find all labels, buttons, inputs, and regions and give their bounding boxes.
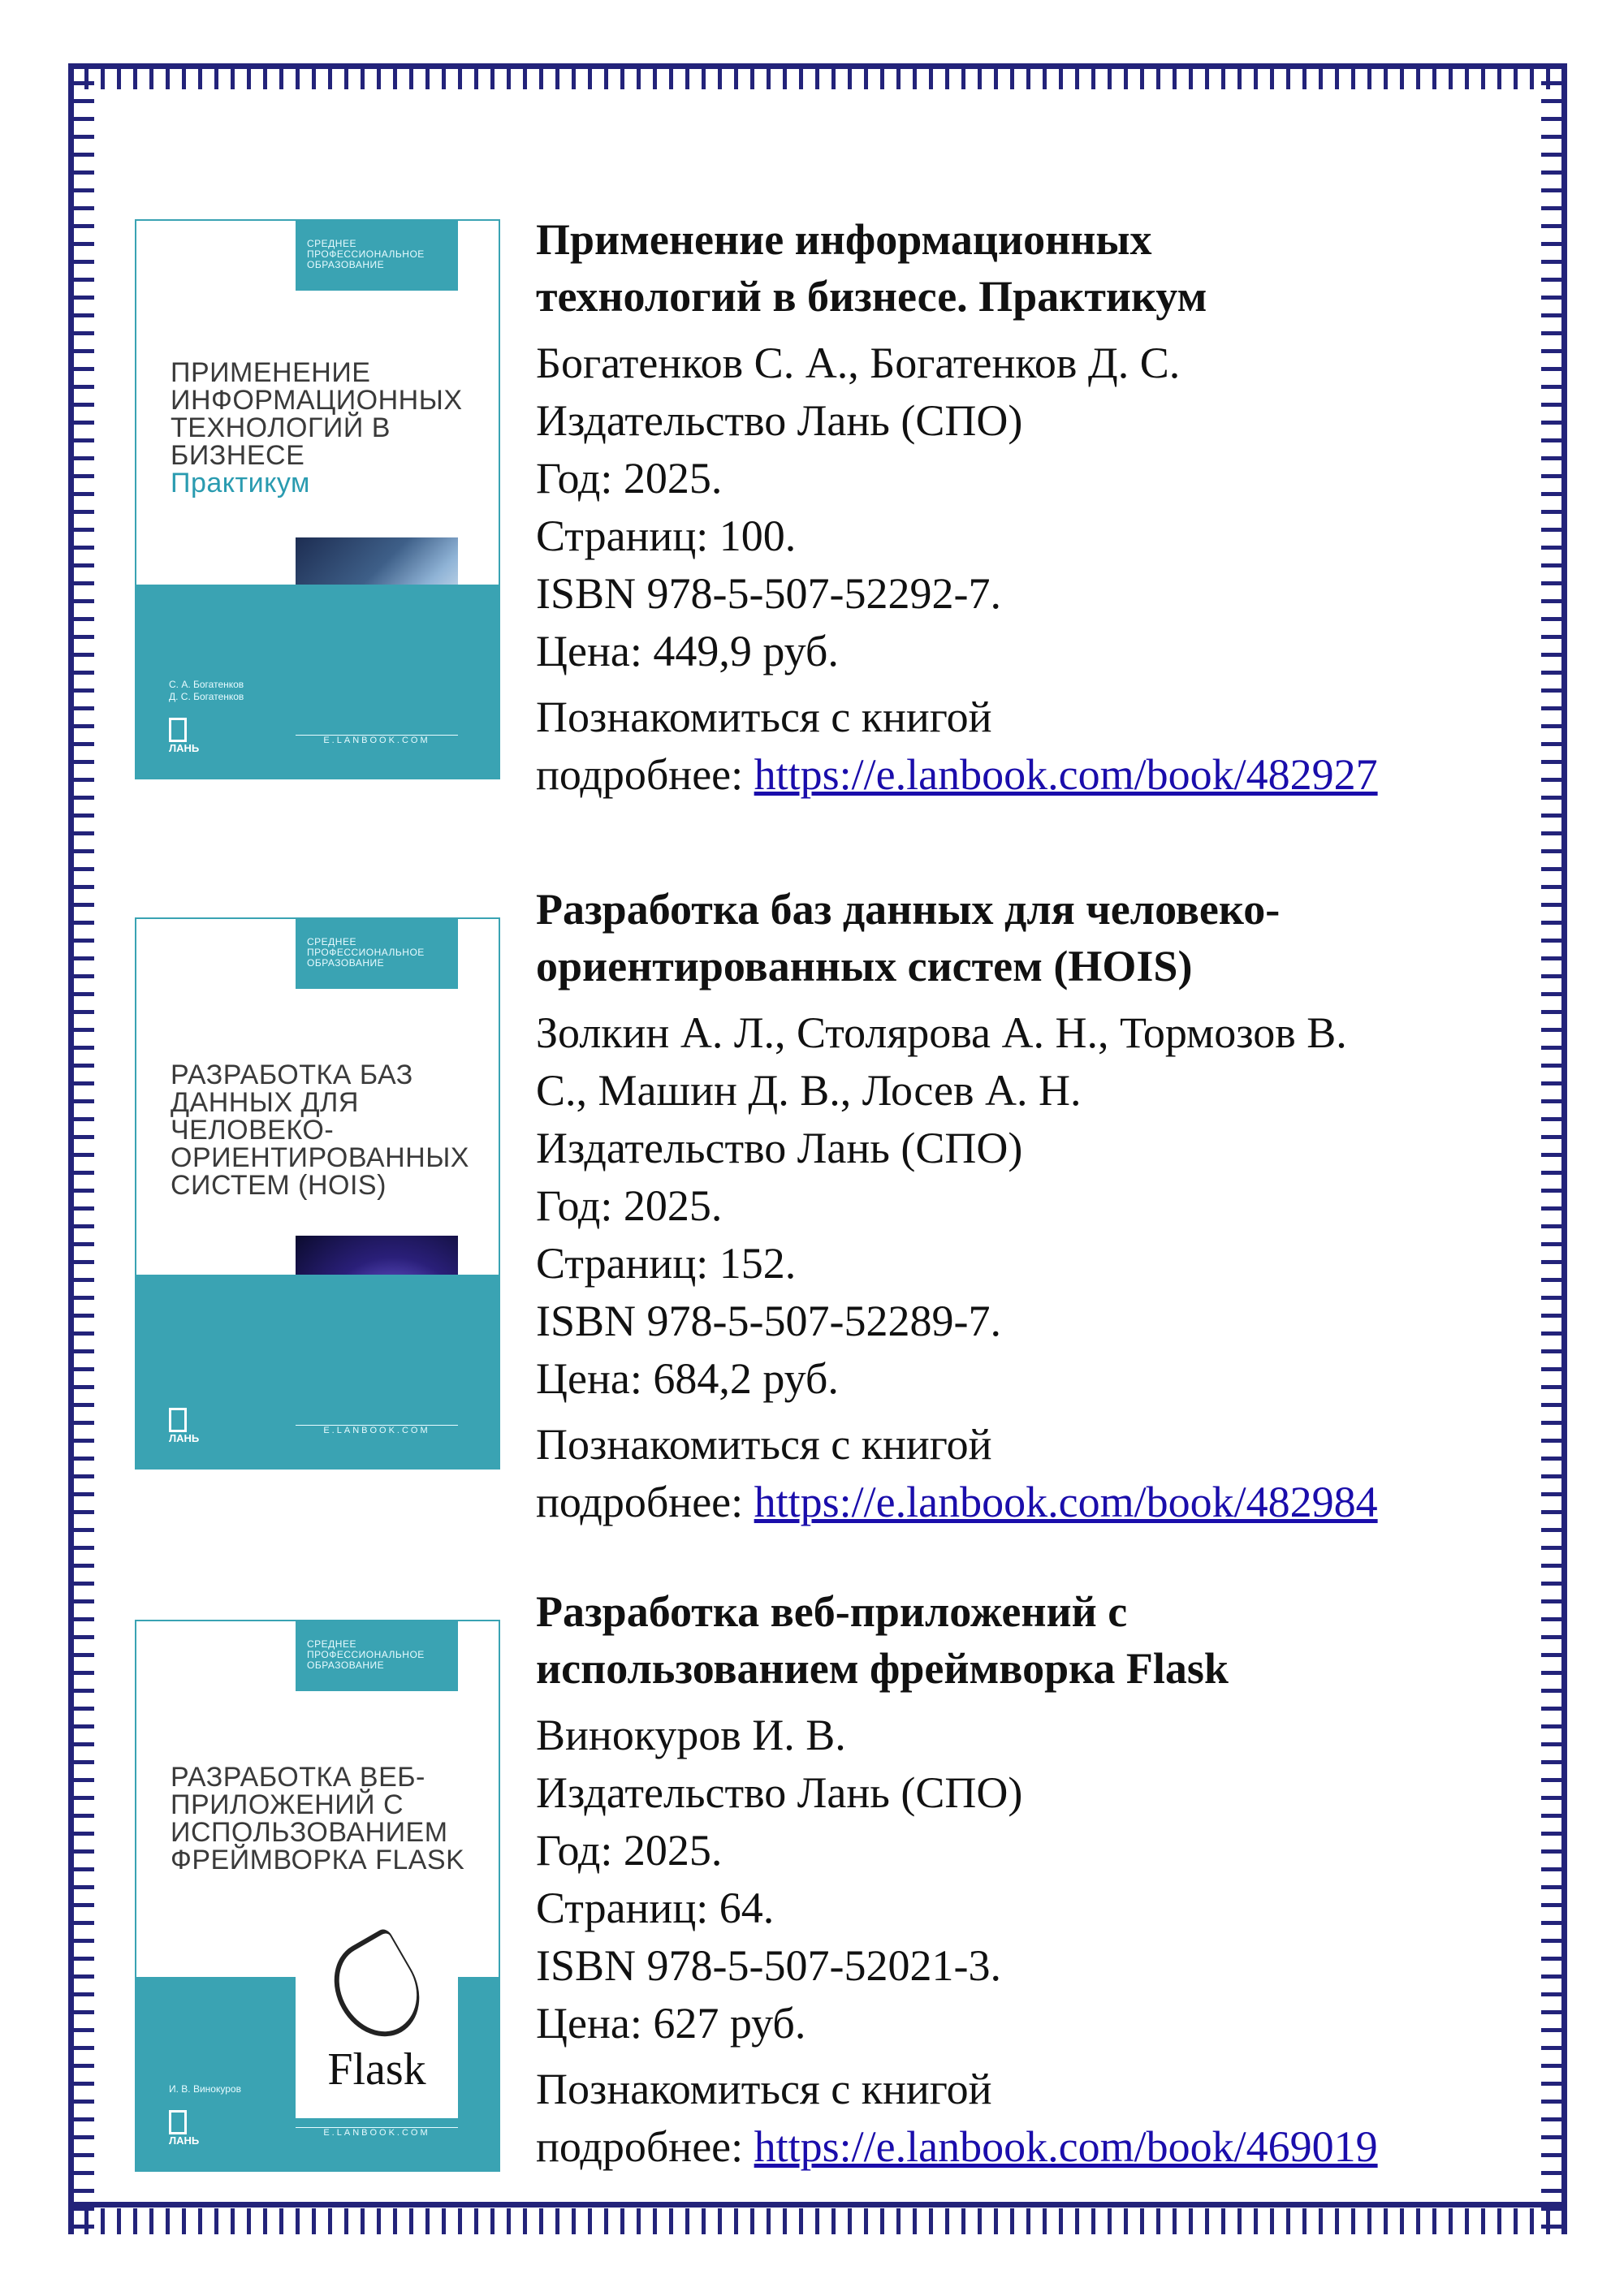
flask-logo-icon: Flask xyxy=(296,1923,458,2118)
cover-series-badge: СРЕДНЕЕ ПРОФЕССИОНАЛЬНОЕ ОБРАЗОВАНИЕ xyxy=(296,221,458,291)
book-authors: Золкин А. Л., Столярова А. Н., Тормозов В. xyxy=(536,1008,1347,1057)
book-year: Год: 2025. xyxy=(536,1826,723,1875)
book-pages: Страниц: 100. xyxy=(536,511,797,560)
publisher-logo-icon: ЛАНЬ xyxy=(169,718,218,747)
book-pages: Страниц: 152. xyxy=(536,1239,797,1288)
publisher-logo-icon: ЛАНЬ xyxy=(169,2110,218,2139)
page-border-bottom xyxy=(68,2202,1567,2234)
book-more: Познакомиться с книгой подробнее: https://e.lanbook.com/book/482927 xyxy=(536,693,1378,799)
book-authors: Богатенков С. А., Богатенков Д. С. xyxy=(536,339,1181,387)
book-year: Год: 2025. xyxy=(536,454,723,503)
page-border-right xyxy=(1535,63,1567,2234)
cover-title: ПРИМЕНЕНИЕ ИНФОРМАЦИОННЫХ ТЕХНОЛОГИЙ В БИЗНЕСЕ Практикум xyxy=(171,357,463,498)
book-link[interactable]: https://e.lanbook.com/book/469019 xyxy=(754,2122,1378,2171)
cover-title: РАЗРАБОТКА БАЗ ДАННЫХ ДЛЯ ЧЕЛОВЕКО-ОРИЕНТИРОВАННЫХ СИСТЕМ (HOIS) xyxy=(171,1060,469,1201)
cover-authors: С. А. Богатенков Д. С. Богатенков xyxy=(169,679,244,702)
cover-title: РАЗРАБОТКА ВЕБ-ПРИЛОЖЕНИЙ С ИСПОЛЬЗОВАНИЕМ ФРЕЙМВОРКА FLASK xyxy=(171,1762,465,1875)
book-year: Год: 2025. xyxy=(536,1181,723,1230)
publisher-logo-icon: ЛАНЬ xyxy=(169,1408,218,1437)
cover-series-badge: СРЕДНЕЕ ПРОФЕССИОНАЛЬНОЕ ОБРАЗОВАНИЕ xyxy=(296,1621,458,1691)
cover-site: E.LANBOOK.COM xyxy=(296,2127,458,2141)
book-cover[interactable] xyxy=(135,1620,500,2172)
cover-site: E.LANBOOK.COM xyxy=(296,1425,458,1439)
book-price: Цена: 627 руб. xyxy=(536,1999,806,2048)
book-meta xyxy=(536,334,1535,680)
book-cover[interactable] xyxy=(135,219,500,779)
book-title: Разработка веб-приложений с использованием фреймворка Flask xyxy=(536,1587,1229,1693)
book-link[interactable]: https://e.lanbook.com/book/482984 xyxy=(754,1478,1378,1526)
book-pages: Страниц: 64. xyxy=(536,1884,775,1932)
page-border-top xyxy=(68,63,1567,96)
book-link[interactable]: https://e.lanbook.com/book/482927 xyxy=(754,750,1378,799)
book-isbn: ISBN 978-5-507-52289-7. xyxy=(536,1297,1001,1345)
book-info xyxy=(536,1583,1535,2176)
book-cover[interactable] xyxy=(135,917,500,1470)
book-meta xyxy=(536,1707,1535,2052)
book-price: Цена: 684,2 руб. xyxy=(536,1354,839,1403)
book-authors: Винокуров И. В. xyxy=(536,1711,846,1759)
book-meta xyxy=(536,1004,1535,1408)
book-price: Цена: 449,9 руб. xyxy=(536,627,839,675)
book-publisher: Издательство Лань (СПО) xyxy=(536,1124,1023,1172)
book-more: Познакомиться с книгой подробнее: https://e.lanbook.com/book/482984 xyxy=(536,1420,1378,1526)
book-title: Разработка баз данных для человеко- ориентированных систем (HOIS) xyxy=(536,885,1281,990)
book-authors-continued: С., Машин Д. В., Лосев А. Н. xyxy=(536,1066,1082,1115)
book-info xyxy=(536,211,1535,804)
book-title: Применение информационных технологий в бизнесе. Практикум xyxy=(536,215,1207,321)
book-isbn: ISBN 978-5-507-52292-7. xyxy=(536,569,1001,618)
book-info xyxy=(536,881,1535,1531)
book-publisher: Издательство Лань (СПО) xyxy=(536,396,1023,445)
cover-series-badge: СРЕДНЕЕ ПРОФЕССИОНАЛЬНОЕ ОБРАЗОВАНИЕ xyxy=(296,919,458,989)
book-publisher: Издательство Лань (СПО) xyxy=(536,1768,1023,1817)
cover-authors: И. В. Винокуров xyxy=(169,2083,241,2095)
cover-subtitle: Практикум xyxy=(171,468,310,498)
page-border-left xyxy=(68,63,101,2234)
book-isbn: ISBN 978-5-507-52021-3. xyxy=(536,1941,1001,1990)
cover-site: E.LANBOOK.COM xyxy=(296,735,458,749)
book-more: Познакомиться с книгой подробнее: https://e.lanbook.com/book/469019 xyxy=(536,2065,1378,2171)
